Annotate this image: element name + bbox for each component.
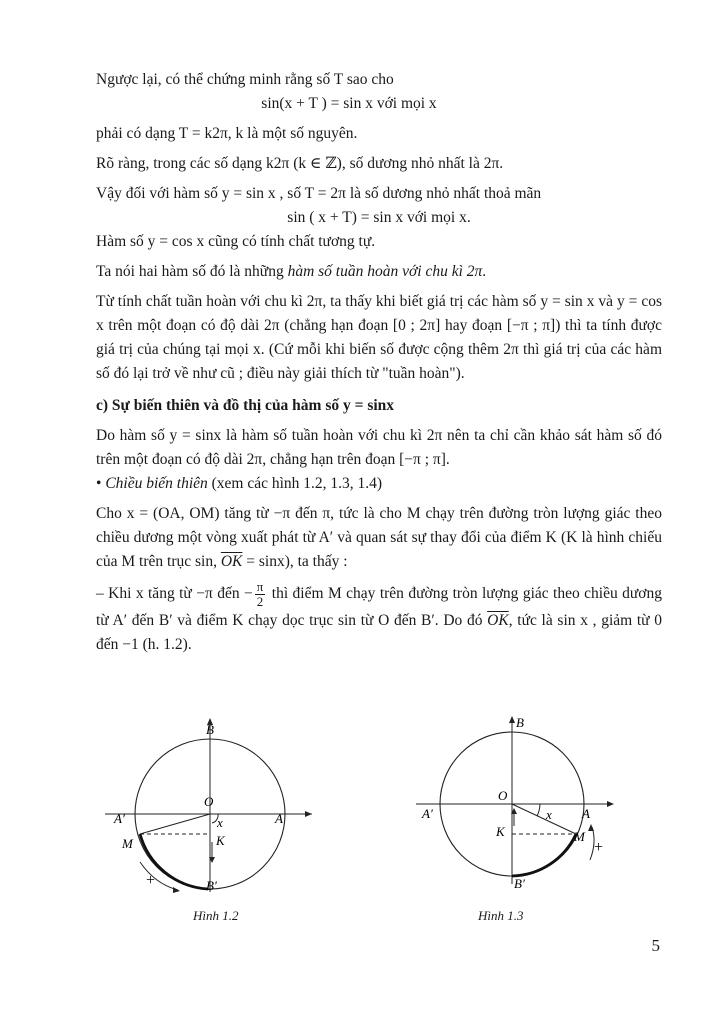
text-line: Ngược lại, có thể chứng minh rằng số T sao cho [96, 71, 394, 88]
section-heading: c) Sự biến thiên và đồ thị của hàm số y = sinx [96, 397, 395, 414]
figure-1-2 [100, 712, 320, 902]
label-x: x [546, 807, 552, 822]
label-M: M [122, 836, 133, 851]
label-B-prime: B′ [206, 878, 217, 893]
label-B: B [206, 722, 214, 737]
paragraph: – Khi x tăng từ −π đến − $\frac{\pi}{2}$ thì điểm M chạy trên đường tròn lượng giác theo chiều dương từ A′ đến B′ và điểm K chạy dọc trục sin từ O đến B′. Do đó $\overline{OK}$, tức là sin x , giảm từ 0 đến −1 (h. 1.2). [96, 579, 663, 653]
text-line: phải có dạng T = k2π, k là một số nguyên. [96, 125, 358, 142]
fraction: $\frac{\pi}{2}$ [256, 579, 264, 609]
paragraph: Do hàm số y = sinx là hàm số tuần hoàn với chu kì 2π nên ta chỉ cần khảo sát hàm số đó trên một đoạn có độ dài 2π, chẳng hạn trên đoạn [−π ; π]. [96, 427, 662, 468]
label-B: B [516, 715, 524, 730]
label-K: K [496, 824, 505, 839]
text-line: Hàm số y = cos x cũng có tính chất tương tự. [96, 233, 376, 250]
label-O: O [498, 788, 508, 803]
label-A-prime: A′ [114, 811, 125, 826]
text-line: Vậy đối với hàm số y = sin x , số T = 2π là số dương nhỏ nhất thoả mãn [96, 185, 542, 202]
label-plus: + [146, 872, 156, 889]
text-line: Rõ ràng, trong các số dạng k2π (k ∈ ℤ), số dương nhỏ nhất là 2π. [96, 155, 504, 172]
text-line: Ta nói hai hàm số đó là những hàm số tuần hoàn với chu kì 2π. [96, 263, 487, 280]
label-A-prime: A′ [422, 806, 433, 821]
figure-1-3 [412, 712, 632, 902]
caption-figure-1-3: Hình 1.3 [478, 908, 524, 923]
label-A: A [275, 811, 283, 826]
label-x: x [217, 815, 223, 830]
page-number: 5 [651, 936, 660, 955]
formula-line: sin(x + T ) = sin x với mọi x [261, 95, 437, 112]
label-K: K [216, 833, 225, 848]
label-plus: + [594, 839, 604, 856]
paragraph: Cho x = (OA, OM) tăng từ −π đến π, tức là cho M chạy trên đường tròn lượng giác theo chiều dương một vòng xuất phát từ A′ và quan sát sự thay đổi của điểm K (K là hình chiếu của M trên trục sin, $\overline{OK} = \sin x$), ta thấy : [96, 505, 662, 570]
label-M: M [574, 829, 585, 844]
label-O: O [204, 794, 214, 809]
label-A: A [582, 806, 590, 821]
page-body [96, 68, 662, 657]
bullet-line: • Chiều biến thiên (xem các hình 1.2, 1.3, 1.4) [96, 475, 383, 492]
paragraph: Từ tính chất tuần hoàn với chu kì 2π, ta thấy khi biết giá trị các hàm số y = sin x và y = cos x trên một đoạn có độ dài 2π (chẳng hạn đoạn [0 ; 2π] hay đoạn [−π ; π]) thì ta tính được giá trị của chúng tại mọi x. (Cứ mỗi khi biến số được cộng thêm 2π thì giá trị của các hàm số đó lại trở về như cũ ; điều này giải thích từ "tuần hoàn"). [96, 293, 662, 382]
caption-figure-1-2: Hình 1.2 [193, 908, 239, 923]
formula-line: sin ( x + T) = sin x với mọi x. [287, 209, 471, 226]
label-B-prime: B′ [514, 876, 525, 891]
